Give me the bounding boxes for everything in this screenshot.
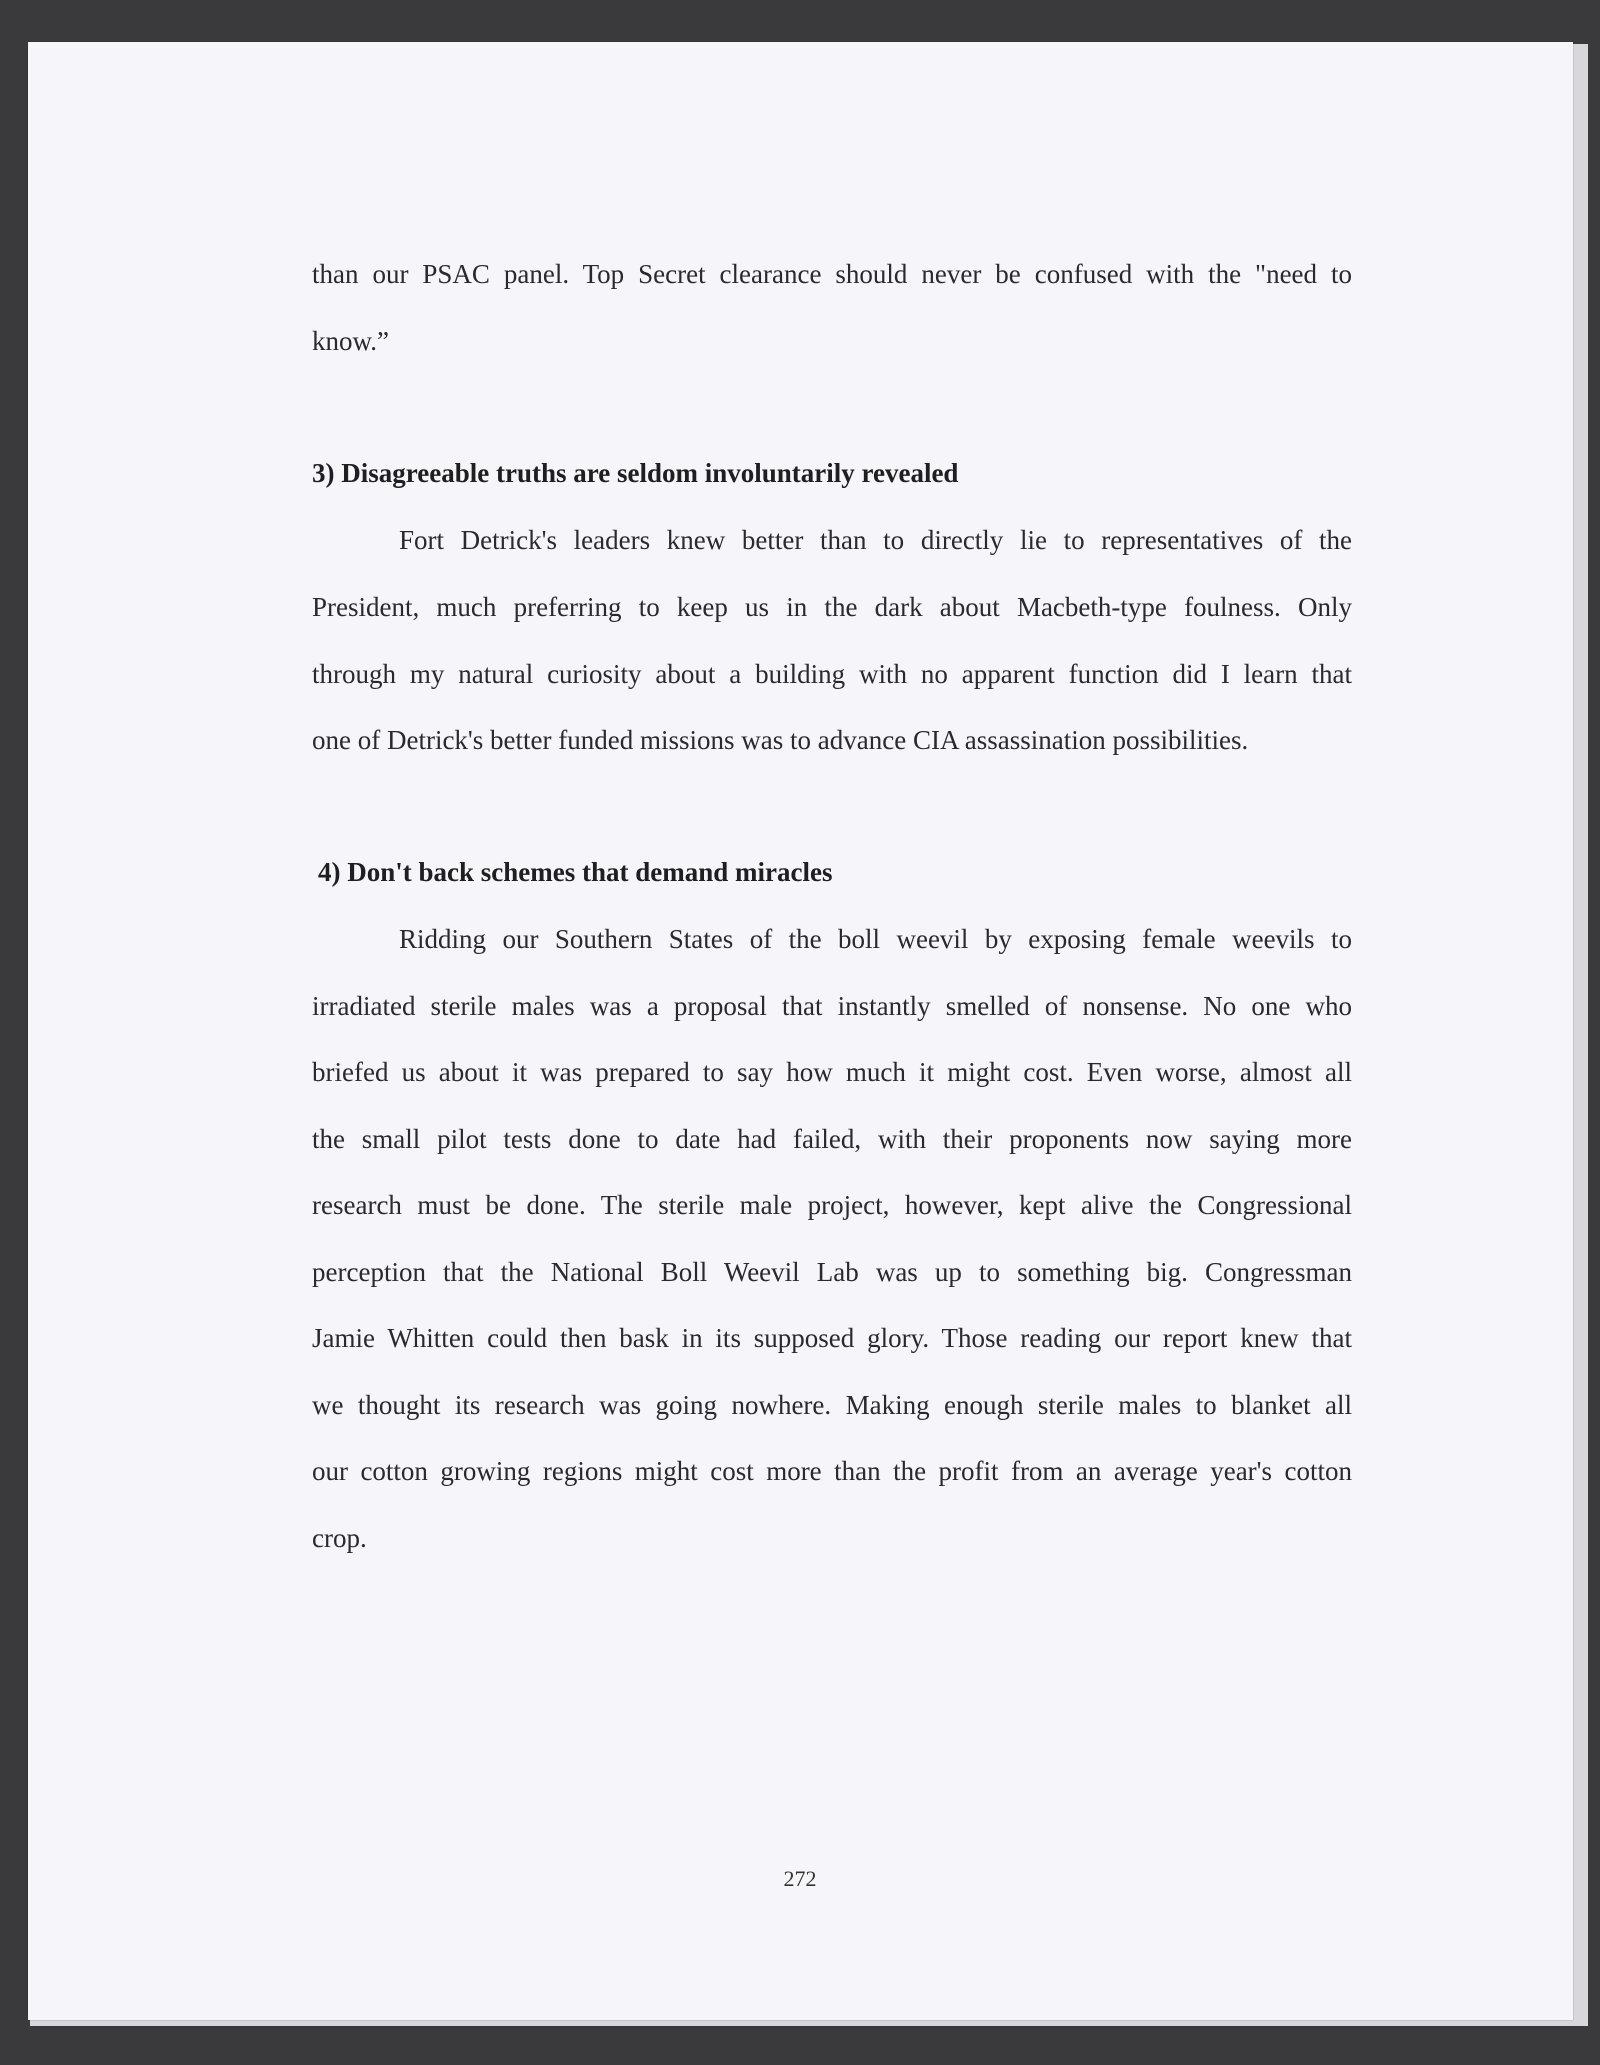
text-line: through my natural curiosity about a building with no apparent function did I learn that: [312, 659, 1352, 689]
text-line: we thought its research was going nowhere. Making enough sterile males to blanket all: [312, 1390, 1352, 1420]
text-line: one of Detrick's better funded missions was to advance CIA assassination possibilities.: [312, 725, 1249, 755]
page-number: 272: [783, 1866, 817, 1891]
text-line: crop.: [312, 1523, 367, 1553]
section-3-heading: 3) Disagreeable truths are seldom involuntarily revealed: [312, 458, 959, 488]
text-line: than our PSAC panel. Top Secret clearance should never be confused with the "need to: [312, 259, 1352, 289]
text-line: perception that the National Boll Weevil Lab was up to something big. Congressman: [312, 1257, 1352, 1287]
text-line: our cotton growing regions might cost more than the profit from an average year's cotton: [312, 1456, 1352, 1486]
text-line: irradiated sterile males was a proposal that instantly smelled of nonsense. No one who: [312, 991, 1352, 1021]
text-line: President, much preferring to keep us in the dark about Macbeth-type foulness. Only: [312, 592, 1352, 622]
section-4-heading: 4) Don't back schemes that demand miracles: [318, 857, 833, 887]
text-line: know.”: [312, 326, 389, 356]
text-line: the small pilot tests done to date had failed, with their proponents now saying more: [312, 1124, 1352, 1154]
text-line: research must be done. The sterile male project, however, kept alive the Congressional: [312, 1190, 1352, 1220]
text-line: briefed us about it was prepared to say how much it might cost. Even worse, almost all: [312, 1057, 1352, 1087]
text-line: Fort Detrick's leaders knew better than to directly lie to representatives of the: [399, 525, 1352, 555]
text-line: Jamie Whitten could then bask in its supposed glory. Those reading our report knew that: [312, 1323, 1352, 1353]
document-page: [28, 42, 1573, 2020]
text-line: Ridding our Southern States of the boll weevil by exposing female weevils to: [399, 924, 1352, 954]
